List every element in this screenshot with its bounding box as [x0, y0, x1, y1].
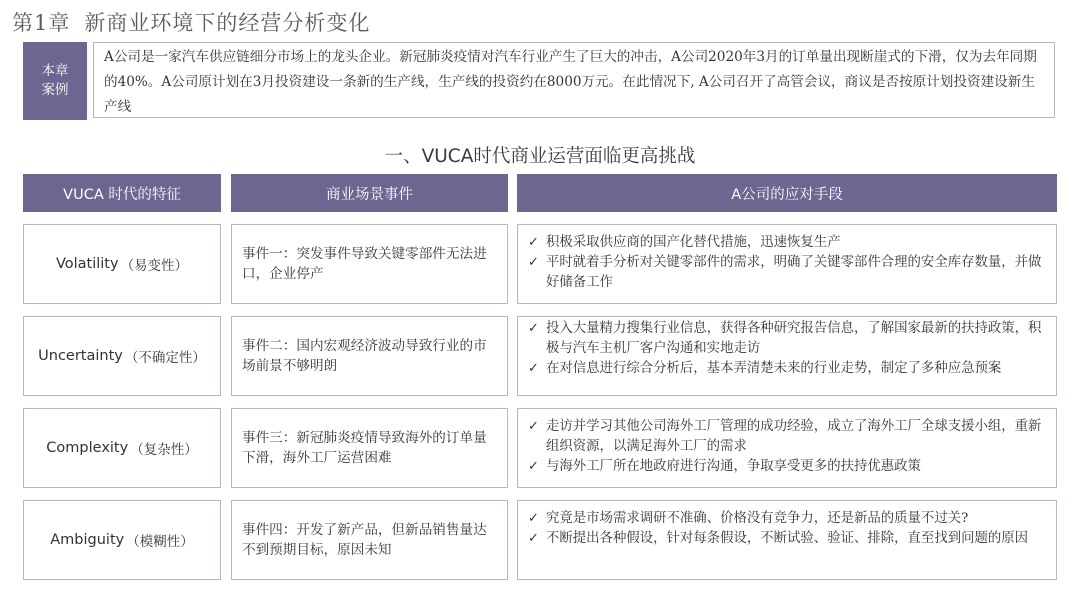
check-icon: ✓	[528, 321, 539, 336]
check-icon: ✓	[528, 255, 539, 270]
feature-cell	[23, 408, 221, 488]
response-item	[528, 417, 1050, 457]
response-item	[528, 359, 1050, 379]
response-item	[528, 457, 1050, 477]
event-cell: 事件二：国内宏观经济波动导致行业的市场前景不够明朗	[231, 316, 508, 396]
response-item	[528, 509, 1050, 529]
event-cell: 事件三：新冠肺炎疫情导致海外的订单量下滑，海外工厂运营困难	[231, 408, 508, 488]
feature-en: Uncertainty	[38, 348, 123, 364]
response-text: 不断提出各种假设，针对每条假设，不断试验、验证、排除，直至找到问题的原因	[546, 531, 1029, 546]
response-text: 与海外工厂所在地政府进行沟通，争取享受更多的扶持优惠政策	[546, 459, 921, 474]
case-text: A公司是一家汽车供应链细分市场上的龙头企业。新冠肺炎疫情对汽车行业产生了巨大的冲击，A公司2020年3月的订单量出现断崖式的下滑，仅为去年同期的40%。A公司原计划在3月投资建设一条新的生产线，生产线的投资约在8000万元。在此情况下, A公司召开了高管会议，商议是否按原计划投资建设新生产线	[93, 42, 1055, 118]
check-icon: ✓	[528, 459, 539, 474]
chapter-number: 第1章	[12, 11, 71, 35]
case-label	[23, 42, 87, 120]
check-icon: ✓	[528, 361, 539, 376]
feature-en: Complexity	[46, 440, 129, 456]
check-icon: ✓	[528, 531, 539, 546]
response-cell	[517, 500, 1057, 580]
header-event: 商业场景事件	[231, 174, 508, 212]
response-cell	[517, 224, 1057, 304]
feature-cell	[23, 500, 221, 580]
response-item	[528, 233, 1050, 253]
event-cell: 事件一：突发事件导致关键零部件无法进口，企业停产	[231, 224, 508, 304]
case-box	[23, 42, 1057, 120]
response-item	[528, 253, 1050, 293]
check-icon: ✓	[528, 419, 539, 434]
response-text: 积极采取供应商的国产化替代措施，迅速恢复生产	[546, 235, 841, 250]
response-cell	[517, 316, 1057, 396]
feature-cn: （复杂性）	[130, 442, 198, 458]
response-text: 投入大量精力搜集行业信息，获得各种研究报告信息，了解国家最新的扶持政策，积极与汽车主机厂客户沟通和实地走访	[546, 321, 1042, 356]
feature-cell	[23, 224, 221, 304]
event-cell: 事件四：开发了新产品，但新品销售量达不到预期目标，原因未知	[231, 500, 508, 580]
feature-en: Ambiguity	[50, 532, 125, 548]
response-text: 平时就着手分析对关键零部件的需求，明确了关键零部件合理的安全库存数量，并做好储备工作	[546, 255, 1042, 290]
response-item	[528, 319, 1050, 359]
feature-cell	[23, 316, 221, 396]
feature-cn: （模糊性）	[126, 534, 194, 550]
chapter-name: 新商业环境下的经营分析变化	[84, 11, 371, 35]
response-text: 究竟是市场需求调研不准确、价格没有竞争力，还是新品的质量不过关?	[546, 511, 969, 526]
feature-cn: （易变性）	[120, 258, 189, 274]
response-item	[528, 529, 1050, 549]
response-text: 在对信息进行综合分析后，基本弄清楚未来的行业走势，制定了多种应急预案	[546, 361, 1002, 376]
header-response: A公司的应对手段	[517, 174, 1057, 212]
feature-en: Volatility	[55, 256, 119, 272]
feature-cn: （不确定性）	[124, 350, 206, 366]
response-text: 走访并学习其他公司海外工厂管理的成功经验，成立了海外工厂全球支援小组，重新组织资源，以满足海外工厂的需求	[546, 419, 1042, 454]
chapter-title	[12, 7, 370, 37]
case-label-line1: 本章	[41, 63, 69, 79]
case-label-line2: 案例	[41, 82, 69, 98]
check-icon: ✓	[528, 235, 539, 250]
check-icon: ✓	[528, 511, 539, 526]
header-feature: VUCA 时代的特征	[23, 174, 221, 212]
response-cell	[517, 408, 1057, 488]
section-heading: 一、VUCA时代商业运营面临更高挑战	[384, 146, 696, 167]
